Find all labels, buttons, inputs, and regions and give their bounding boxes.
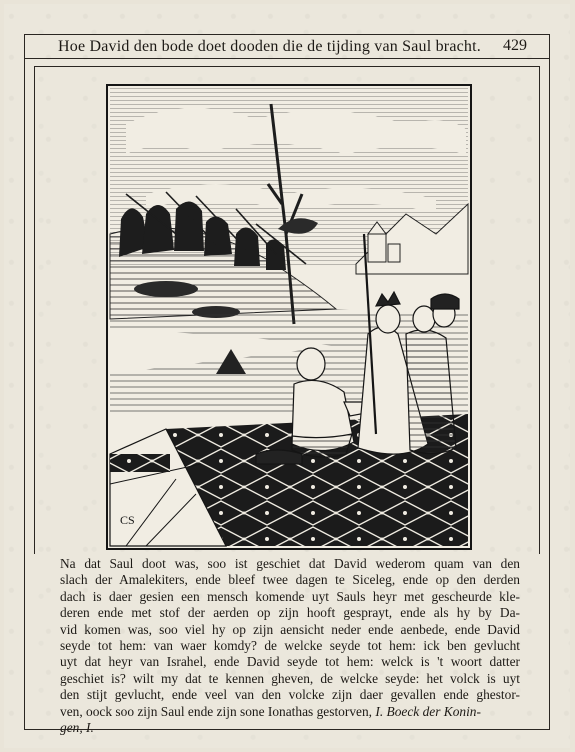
text-line: vid komen was, soo viel hy op zijn aensicht neder ende aenbede, ende David [60,621,520,637]
monogram-text: CS [120,513,135,527]
text-line: geschiet is? wilt my dat te kennen gheven, de welcke seyde: het volck is uyt [60,670,520,686]
running-head: Hoe David den bode doet dooden die de tijding van Saul bracht. [58,38,481,55]
header-rule [24,58,550,59]
body-text [60,556,520,736]
text-line: slach der Amalekiters, ende bleef twee dagen te Siceleg, ende op den derden [60,572,520,588]
reference-end-line [60,720,520,736]
text-line: seyde tot hem: van waer komdy? de welcke seyde tot hem: ick ben gevlucht [60,638,520,654]
page-number: 429 [503,37,527,54]
woodcut-illustration [106,84,472,550]
text-line: deren ende met stof der aerden op zijn hooft gesprayt, ende als hy by Da- [60,605,520,621]
bible-reference-end: gen, I. [60,720,94,736]
text-line: den stijt gevlucht, ende veel van den volcke zijn daer gevallen ende ghestor- [60,687,520,703]
text-line: Na dat Saul doot was, soo ist geschiet dat David wederom quam van den [60,556,520,571]
text-line-last [60,704,520,720]
text-line: dach is daer gesien een mensch komende uyt Sauls heyr met gescheurde kle- [60,588,520,604]
bible-reference: I. Boeck der Konin- [375,703,481,719]
text-line-content: ven, oock soo zijn Saul ende zijn sone Ionathas gestorven, [60,703,372,719]
text-line: uyt dat heyr van Israhel, ende David seyde tot hem: welck is 't woort datter [60,654,520,670]
